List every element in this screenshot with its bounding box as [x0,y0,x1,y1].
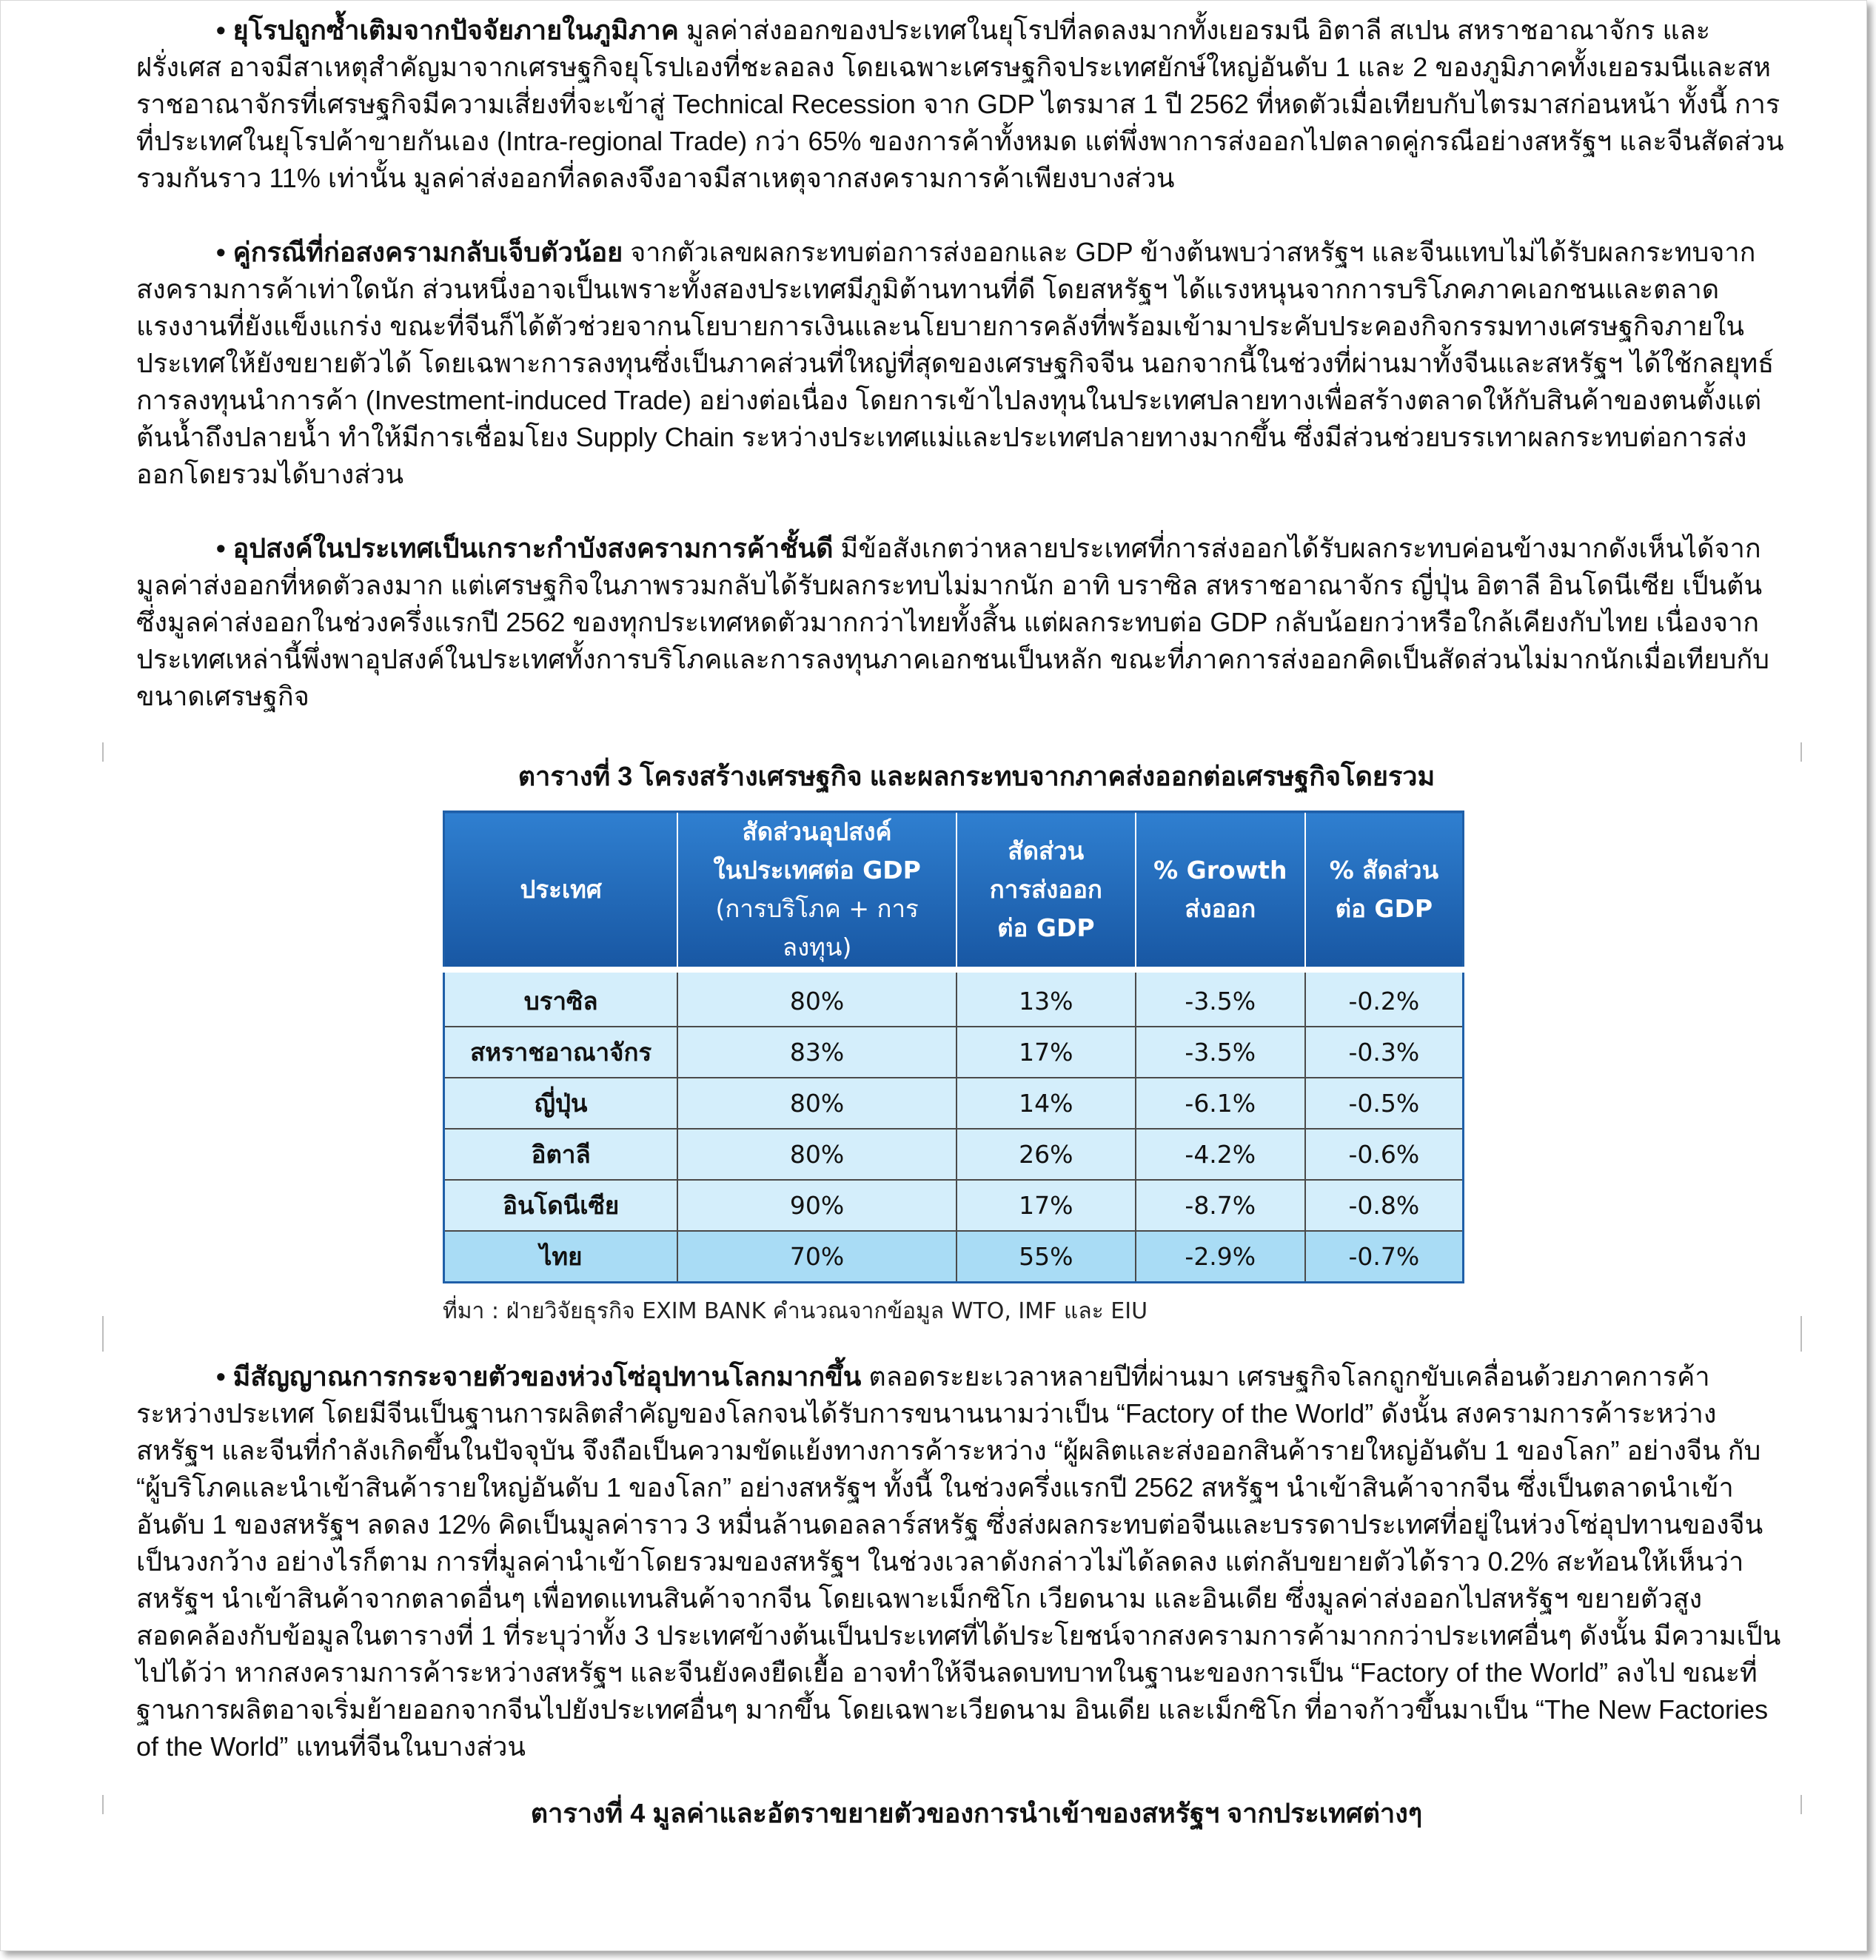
header-line: ในประเทศต่อ GDP [713,856,921,885]
header-line: (การบริโภค + การลงทุน) [715,894,919,961]
paragraph-lead: อุปสงค์ในประเทศเป็นเกราะกำบังสงครามการค้าชั้นดี [232,533,834,563]
cell-country: ไทย [444,1231,678,1283]
header-line: ต่อ GDP [997,913,1095,942]
crop-mark [102,1316,104,1352]
paragraph-europe [136,12,1787,197]
cell-export: 17% [957,1027,1136,1078]
paragraph-body: จากตัวเลขผลกระทบต่อการส่งออกและ GDP ข้างต้นพบว่าสหรัฐฯ และจีนแทบไม่ได้รับผลกระทบจากสงครามการค้าเท่าใดนัก ส่วนหนึ่งอาจเป็นเพราะทั้งสองประเทศมีภูมิต้านทานที่ดี โดยสหรัฐฯ ได้แรงหนุนจากการบริโภคภาคเอกชนและตลาดแรงงานที่ยังแข็งแกร่ง ขณะที่จีนก็ได้ตัวช่วยจากนโยบายการเงินและนโยบายการคลังที่พร้อมเข้ามาประคับประคองกิจกรรมทางเศรษฐกิจภายในประเทศให้ยังขยายตัวได้ โดยเฉพาะการลงทุนซึ่งเป็นภาคส่วนที่ใหญ่ที่สุดของเศรษฐกิจจีน นอกจากนี้ในช่วงที่ผ่านมาทั้งจีนและสหรัฐฯ ได้ใช้กลยุทธ์การลงทุนนำการค้า (Investment-induced Trade) อย่างต่อเนื่อง โดยการเข้าไปลงทุนในประเทศปลายทางเพื่อสร้างตลาดให้กับสินค้าของตนตั้งแต่ต้นน้ำถึงปลายน้ำ ทำให้มีการเชื่อมโยง Supply Chain ระหว่างประเทศแม่และประเทศปลายทางมากขึ้น ซึ่งมีส่วนช่วยบรรเทาผลกระทบต่อการส่งออกโดยรวมได้บางส่วน [136,237,1775,489]
table-row [444,1180,1464,1231]
table-3 [443,810,1464,1283]
table-header-row [444,812,1464,970]
paragraph-body: มีข้อสังเกตว่าหลายประเทศที่การส่งออกได้รับผลกระทบค่อนข้างมากดังเห็นได้จากมูลค่าส่งออกที่หดตัวลงมาก แต่เศรษฐกิจในภาพรวมกลับได้รับผลกระทบไม่มากนัก อาทิ บราซิล สหราชอาณาจักร ญี่ปุ่น อิตาลี อินโดนีเซีย เป็นต้น ซึ่งมูลค่าส่งออกในช่วงครึ่งแรกปี 2562 ของทุกประเทศหดตัวมากกว่าไทยทั้งสิ้น แต่ผลกระทบต่อ GDP กลับน้อยกว่าหรือใกล้เคียงกับไทย เนื่องจากประเทศเหล่านี้พึ่งพาอุปสงค์ในประเทศทั้งการบริโภคและการลงทุนภาคเอกชนเป็นหลัก ขณะที่ภาคการส่งออกคิดเป็นสัดส่วนไม่มากนักเมื่อเทียบกับขนาดเศรษฐกิจ [136,533,1770,711]
header-line: % Growth [1153,856,1287,885]
cell-gdp: -0.2% [1305,970,1464,1027]
header-country [444,812,678,970]
cell-growth: -6.1% [1136,1078,1305,1129]
header-country-label: ประเทศ [520,875,602,904]
header-line: ส่งออก [1185,894,1256,923]
table-4-title: ตารางที่ 4 มูลค่าและอัตราขยายตัวของการนำเข้าของสหรัฐฯ จากประเทศต่างๆ [530,1798,1423,1828]
cell-export: 55% [957,1231,1136,1283]
header-gdp-impact [1305,812,1464,970]
header-line: % สัดส่วน [1329,856,1439,885]
table-3-title: ตารางที่ 3 โครงสร้างเศรษฐกิจ และผลกระทบจากภาคส่งออกต่อเศรษฐกิจโดยรวม [517,761,1436,791]
crop-mark [102,1795,104,1814]
table-row [444,1078,1464,1129]
paragraph-lead: คู่กรณีที่ก่อสงครามกลับเจ็บตัวน้อย [232,237,623,267]
document-body [136,12,1787,1847]
bullet: • [216,237,226,267]
cell-growth: -4.2% [1136,1129,1305,1180]
cell-growth: -3.5% [1136,970,1305,1027]
cell-demand: 80% [677,1078,957,1129]
header-export-growth [1136,812,1305,970]
paragraph-domestic-demand [136,530,1787,715]
header-line: การส่งออก [989,875,1102,904]
paragraph-supply-chain [136,1358,1787,1765]
cell-country: บราซิล [444,970,678,1027]
table-3-source: ที่มา : ฝ่ายวิจัยธุรกิจ EXIM BANK คำนวณจากข้อมูล WTO, IMF และ EIU [443,1298,1148,1324]
table-row [444,1129,1464,1180]
paragraph-us-china [136,234,1787,493]
crop-mark [1800,1316,1802,1352]
bullet: • [216,533,226,563]
header-line: สัดส่วนอุปสงค์ [742,817,892,846]
header-domestic-demand [677,812,957,970]
crop-mark [1800,1795,1802,1814]
cell-demand: 80% [677,970,957,1027]
header-line: ต่อ GDP [1335,894,1433,923]
cell-demand: 90% [677,1180,957,1231]
paragraph-body: มูลค่าส่งออกของประเทศในยุโรปที่ลดลงมากทั้งเยอรมนี อิตาลี สเปน สหราชอาณาจักร และฝรั่งเศส อาจมีสาเหตุสำคัญมาจากเศรษฐกิจยุโรปเองที่ชะลอลง โดยเฉพาะเศรษฐกิจประเทศยักษ์ใหญ่อันดับ 1 และ 2 ของภูมิภาคทั้งเยอรมนีและสหราชอาณาจักรที่เศรษฐกิจมีความเสี่ยงที่จะเข้าสู่ Technical Recession จาก GDP ไตรมาส 1 ปี 2562 ที่หดตัวเมื่อเทียบกับไตรมาสก่อนหน้า ทั้งนี้ การที่ประเทศในยุโรปค้าขายกันเอง (Intra-regional Trade) กว่า 65% ของการค้าทั้งหมด แต่พึ่งพาการส่งออกไปตลาดคู่กรณีอย่างสหรัฐฯ และจีนสัดส่วนรวมกันราว 11% เท่านั้น มูลค่าส่งออกที่ลดลงจึงอาจมีสาเหตุจากสงครามการค้าเพียงบางส่วน [136,15,1784,193]
paragraph-lead: ยุโรปถูกซ้ำเติมจากปัจจัยภายในภูมิภาค [232,15,679,45]
bullet: • [216,15,226,45]
cell-country: สหราชอาณาจักร [444,1027,678,1078]
table-row [444,970,1464,1027]
crop-mark [102,742,104,762]
paragraph-lead: มีสัญญาณการกระจายตัวของห่วงโซ่อุปทานโลกมากขึ้น [232,1361,862,1392]
table-row-thailand [444,1231,1464,1283]
cell-country: อิตาลี [444,1129,678,1180]
cell-demand: 70% [677,1231,957,1283]
bullet: • [216,1361,226,1392]
cell-gdp: -0.6% [1305,1129,1464,1180]
cell-demand: 80% [677,1129,957,1180]
table-3-wrapper [443,810,1464,1283]
paragraph-body: ตลอดระยะเวลาหลายปีที่ผ่านมา เศรษฐกิจโลกถูกขับเคลื่อนด้วยภาคการค้าระหว่างประเทศ โดยมีจีนเป็นฐานการผลิตสำคัญของโลกจนได้รับการขนานนามว่าเป็น “Factory of the World” ดังนั้น สงครามการค้าระหว่างสหรัฐฯ และจีนที่กำลังเกิดขึ้นในปัจจุบัน จึงถือเป็นความขัดแย้งทางการค้าระหว่าง “ผู้ผลิตและส่งออกสินค้ารายใหญ่อันดับ 1 ของโลก” อย่างจีน กับ “ผู้บริโภคและนำเข้าสินค้ารายใหญ่อันดับ 1 ของโลก” อย่างสหรัฐฯ ทั้งนี้ ในช่วงครึ่งแรกปี 2562 สหรัฐฯ นำเข้าสินค้าจากจีน ซึ่งเป็นตลาดนำเข้าอันดับ 1 ของสหรัฐฯ ลดลง 12% คิดเป็นมูลค่าราว 3 หมื่นล้านดอลลาร์สหรัฐ ซึ่งส่งผลกระทบต่อจีนและบรรดาประเทศที่อยู่ในห่วงโซ่อุปทานของจีนเป็นวงกว้าง อย่างไรก็ตาม การที่มูลค่านำเข้าโดยรวมของสหรัฐฯ ในช่วงเวลาดังกล่าวไม่ได้ลดลง แต่กลับขยายตัวได้ราว 0.2% สะท้อนให้เห็นว่าสหรัฐฯ นำเข้าสินค้าจากตลาดอื่นๆ เพื่อทดแทนสินค้าจากจีน โดยเฉพาะเม็กซิโก เวียดนาม และอินเดีย ซึ่งมูลค่าส่งออกไปสหรัฐฯ ขยายตัวสูง สอดคล้องกับข้อมูลในตารางที่ 1 ที่ระบุว่าทั้ง 3 ประเทศข้างต้นเป็นประเทศที่ได้ประโยชน์จากสงครามการค้ามากกว่าประเทศอื่นๆ ดังนั้น มีความเป็นไปได้ว่า หากสงครามการค้าระหว่างสหรัฐฯ และจีนยังคงยืดเยื้อ อาจทำให้จีนลดบทบาทในฐานะของการเป็น “Factory of the World” ลงไป ขณะที่ฐานการผลิตอาจเริ่มย้ายออกจากจีนไปยังประเทศอื่นๆ มากขึ้น โดยเฉพาะเวียดนาม อินเดีย และเม็กซิโก ที่อาจก้าวขึ้นมาเป็น “The New Factories of the World” แทนที่จีนในบางส่วน [136,1361,1781,1762]
cell-export: 26% [957,1129,1136,1180]
cell-gdp: -0.3% [1305,1027,1464,1078]
cell-country: อินโดนีเซีย [444,1180,678,1231]
header-export-share [957,812,1136,970]
cell-demand: 83% [677,1027,957,1078]
cell-gdp: -0.8% [1305,1180,1464,1231]
cell-growth: -2.9% [1136,1231,1305,1283]
crop-mark [1800,742,1802,762]
cell-export: 14% [957,1078,1136,1129]
cell-gdp: -0.7% [1305,1231,1464,1283]
cell-gdp: -0.5% [1305,1078,1464,1129]
table-row [444,1027,1464,1078]
cell-export: 17% [957,1180,1136,1231]
header-line: สัดส่วน [1008,836,1085,865]
cell-growth: -8.7% [1136,1180,1305,1231]
cell-export: 13% [957,970,1136,1027]
cell-growth: -3.5% [1136,1027,1305,1078]
cell-country: ญี่ปุ่น [444,1078,678,1129]
